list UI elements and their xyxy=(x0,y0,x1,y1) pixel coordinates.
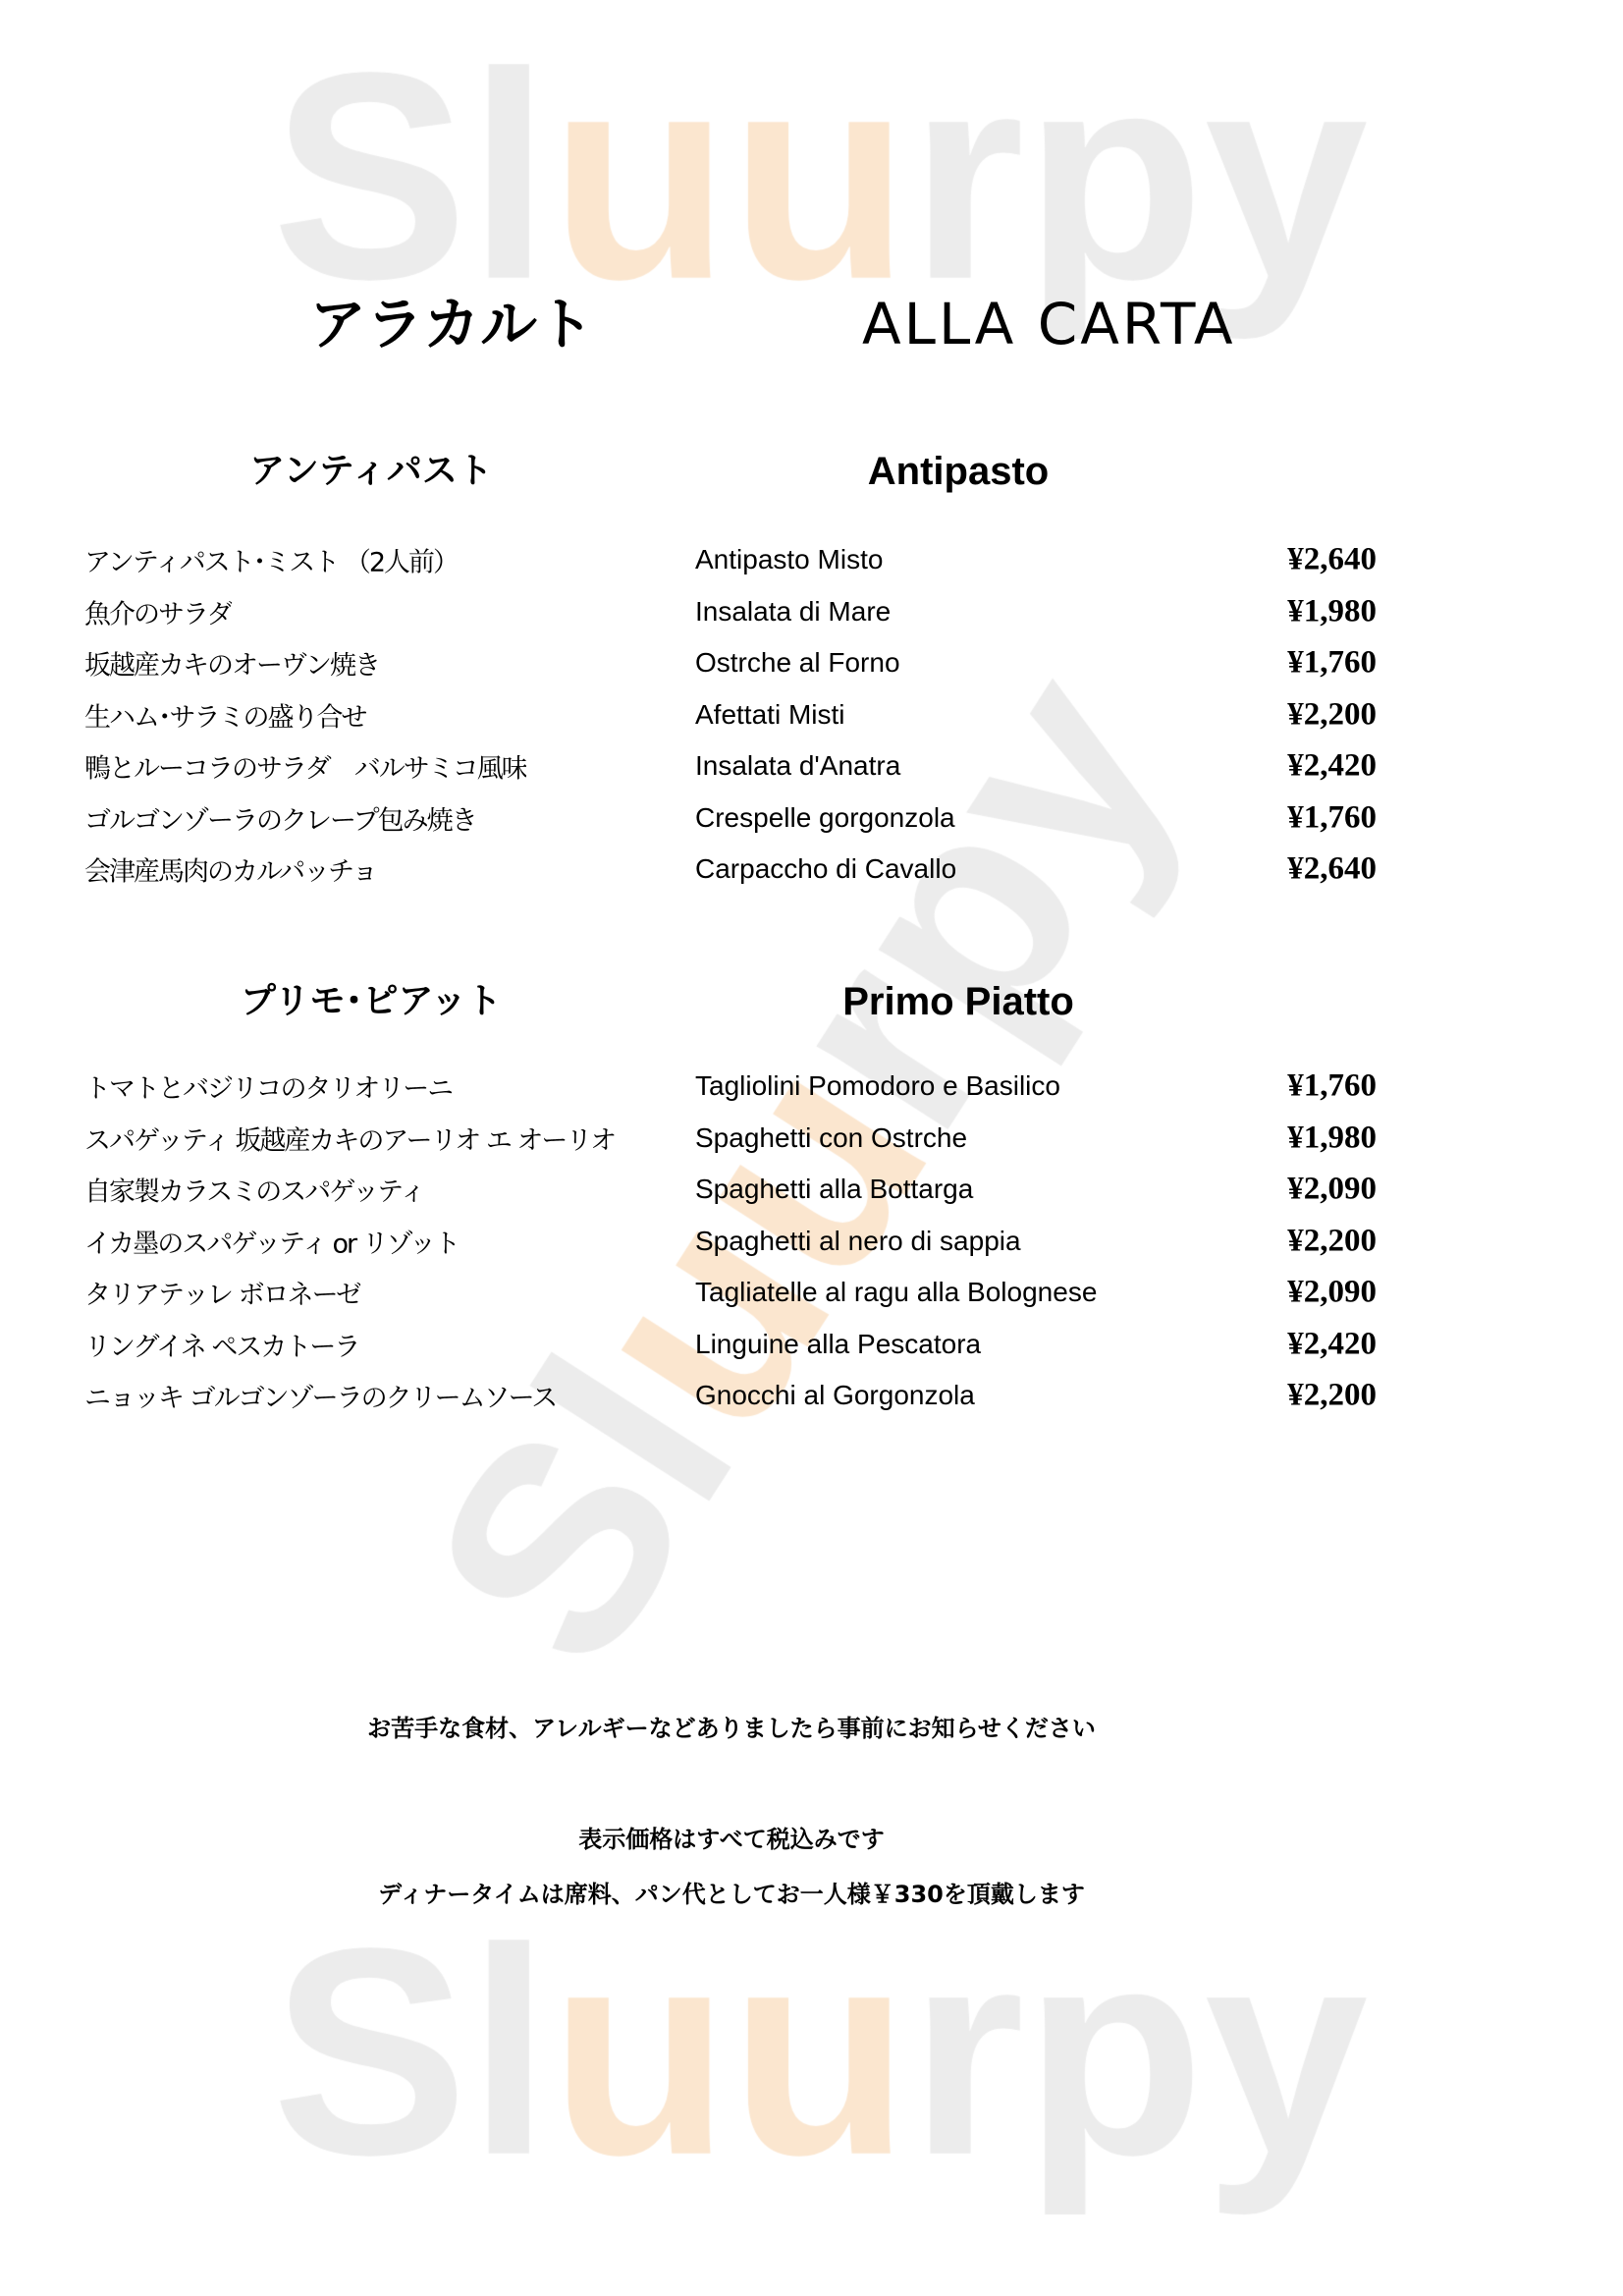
menu-title-italian: ALLA CARTA xyxy=(862,291,1236,357)
item-name-japanese: 会津産馬肉のカルパッチョ xyxy=(84,856,377,888)
section-heading-italian: Antipasto xyxy=(867,450,1050,493)
item-name-japanese: イカ墨のスパゲッティ or リゾット xyxy=(84,1229,460,1260)
item-name-italian: Ostrche al Forno xyxy=(695,647,900,679)
item-name-italian: Spaghetti alla Bottarga xyxy=(695,1174,974,1205)
menu-item xyxy=(84,586,1377,638)
item-name-italian: Insalata d'Anatra xyxy=(695,750,901,782)
menu-item xyxy=(84,689,1377,741)
item-name-italian: Crespelle gorgonzola xyxy=(695,801,955,833)
menu-item xyxy=(84,637,1377,689)
item-name-italian: Antipasto Misto xyxy=(695,544,884,575)
menu-item xyxy=(84,1370,1377,1422)
item-name-japanese: 魚介のサラダ xyxy=(84,599,232,630)
menu-item xyxy=(84,793,1377,845)
item-name-japanese: リングイネ ペスカトーラ xyxy=(84,1332,359,1363)
menu-item xyxy=(84,1216,1377,1268)
item-name-italian: Spaghetti al nero di sappia xyxy=(695,1225,1021,1256)
menu-item xyxy=(84,844,1377,896)
primo-piatto-list xyxy=(84,1061,1377,1422)
menu-item xyxy=(84,740,1377,793)
item-price: ¥2,090 xyxy=(1287,1274,1377,1310)
item-price: ¥1,980 xyxy=(1287,1120,1377,1156)
section-heading-italian: Primo Piatto xyxy=(842,980,1074,1023)
item-name-japanese: ゴルゴンゾーラのクレープ包み焼き xyxy=(84,805,476,837)
item-price: ¥2,090 xyxy=(1287,1171,1377,1207)
allergy-note: お苦手な食材、アレルギーなどありましたら事前にお知らせください xyxy=(367,1715,1096,1742)
item-price: ¥1,980 xyxy=(1287,593,1377,629)
item-price: ¥1,760 xyxy=(1287,1067,1377,1104)
item-name-italian: Gnocchi al Gorgonzola xyxy=(695,1380,975,1411)
item-price: ¥1,760 xyxy=(1287,644,1377,681)
menu-title-japanese: アラカルト xyxy=(309,291,595,357)
item-name-italian: Carpaccho di Cavallo xyxy=(695,853,957,885)
item-name-italian: Tagliolini Pomodoro e Basilico xyxy=(695,1070,1060,1102)
item-name-japanese: 生ハム･サラミの盛り合せ xyxy=(84,702,366,734)
menu-item xyxy=(84,1164,1377,1216)
menu-item xyxy=(84,1113,1377,1165)
item-price: ¥2,420 xyxy=(1287,1326,1377,1362)
item-price: ¥2,200 xyxy=(1287,696,1377,733)
tax-note: 表示価格はすべて税込みです xyxy=(578,1826,885,1853)
item-name-japanese: 自家製カラスミのスパゲッティ xyxy=(84,1176,424,1208)
menu-item xyxy=(84,1319,1377,1371)
item-price: ¥1,760 xyxy=(1287,799,1377,836)
menu-item xyxy=(84,534,1377,586)
item-name-italian: Linguine alla Pescatora xyxy=(695,1328,982,1359)
item-name-japanese: 坂越産カキのオーヴン焼き xyxy=(84,650,379,682)
item-price: ¥2,640 xyxy=(1287,850,1377,887)
section-heading-japanese: プリモ･ピアット xyxy=(240,981,503,1021)
item-name-italian: Tagliatelle al ragu alla Bolognese xyxy=(695,1277,1098,1308)
menu-item xyxy=(84,1061,1377,1113)
item-name-japanese: アンティパスト･ミスト （2人前） xyxy=(84,547,459,578)
item-price: ¥2,420 xyxy=(1287,747,1377,784)
menu-item xyxy=(84,1267,1377,1319)
item-price: ¥2,200 xyxy=(1287,1377,1377,1413)
antipasto-list xyxy=(84,534,1377,896)
section-heading-japanese: アンティパスト xyxy=(249,451,493,491)
item-name-japanese: トマトとバジリコのタリオリーニ xyxy=(84,1073,453,1105)
item-name-italian: Spaghetti con Ostrche xyxy=(695,1121,968,1153)
item-name-italian: Insalata di Mare xyxy=(695,595,892,627)
item-name-japanese: スパゲッティ 坂越産カキのアーリオ エ オーリオ xyxy=(84,1125,616,1157)
item-name-japanese: 鴨とルーコラのサラダ バルサミコ風味 xyxy=(84,753,526,785)
item-name-japanese: タリアテッレ ボロネーゼ xyxy=(84,1280,361,1311)
item-price: ¥2,640 xyxy=(1287,541,1377,577)
item-name-japanese: ニョッキ ゴルゴンゾーラのクリームソース xyxy=(84,1383,557,1414)
item-price: ¥2,200 xyxy=(1287,1223,1377,1259)
seating-charge-note: ディナータイムは席料、パン代としてお一人様￥330を頂戴します xyxy=(378,1881,1085,1908)
item-name-italian: Afettati Misti xyxy=(695,698,845,730)
